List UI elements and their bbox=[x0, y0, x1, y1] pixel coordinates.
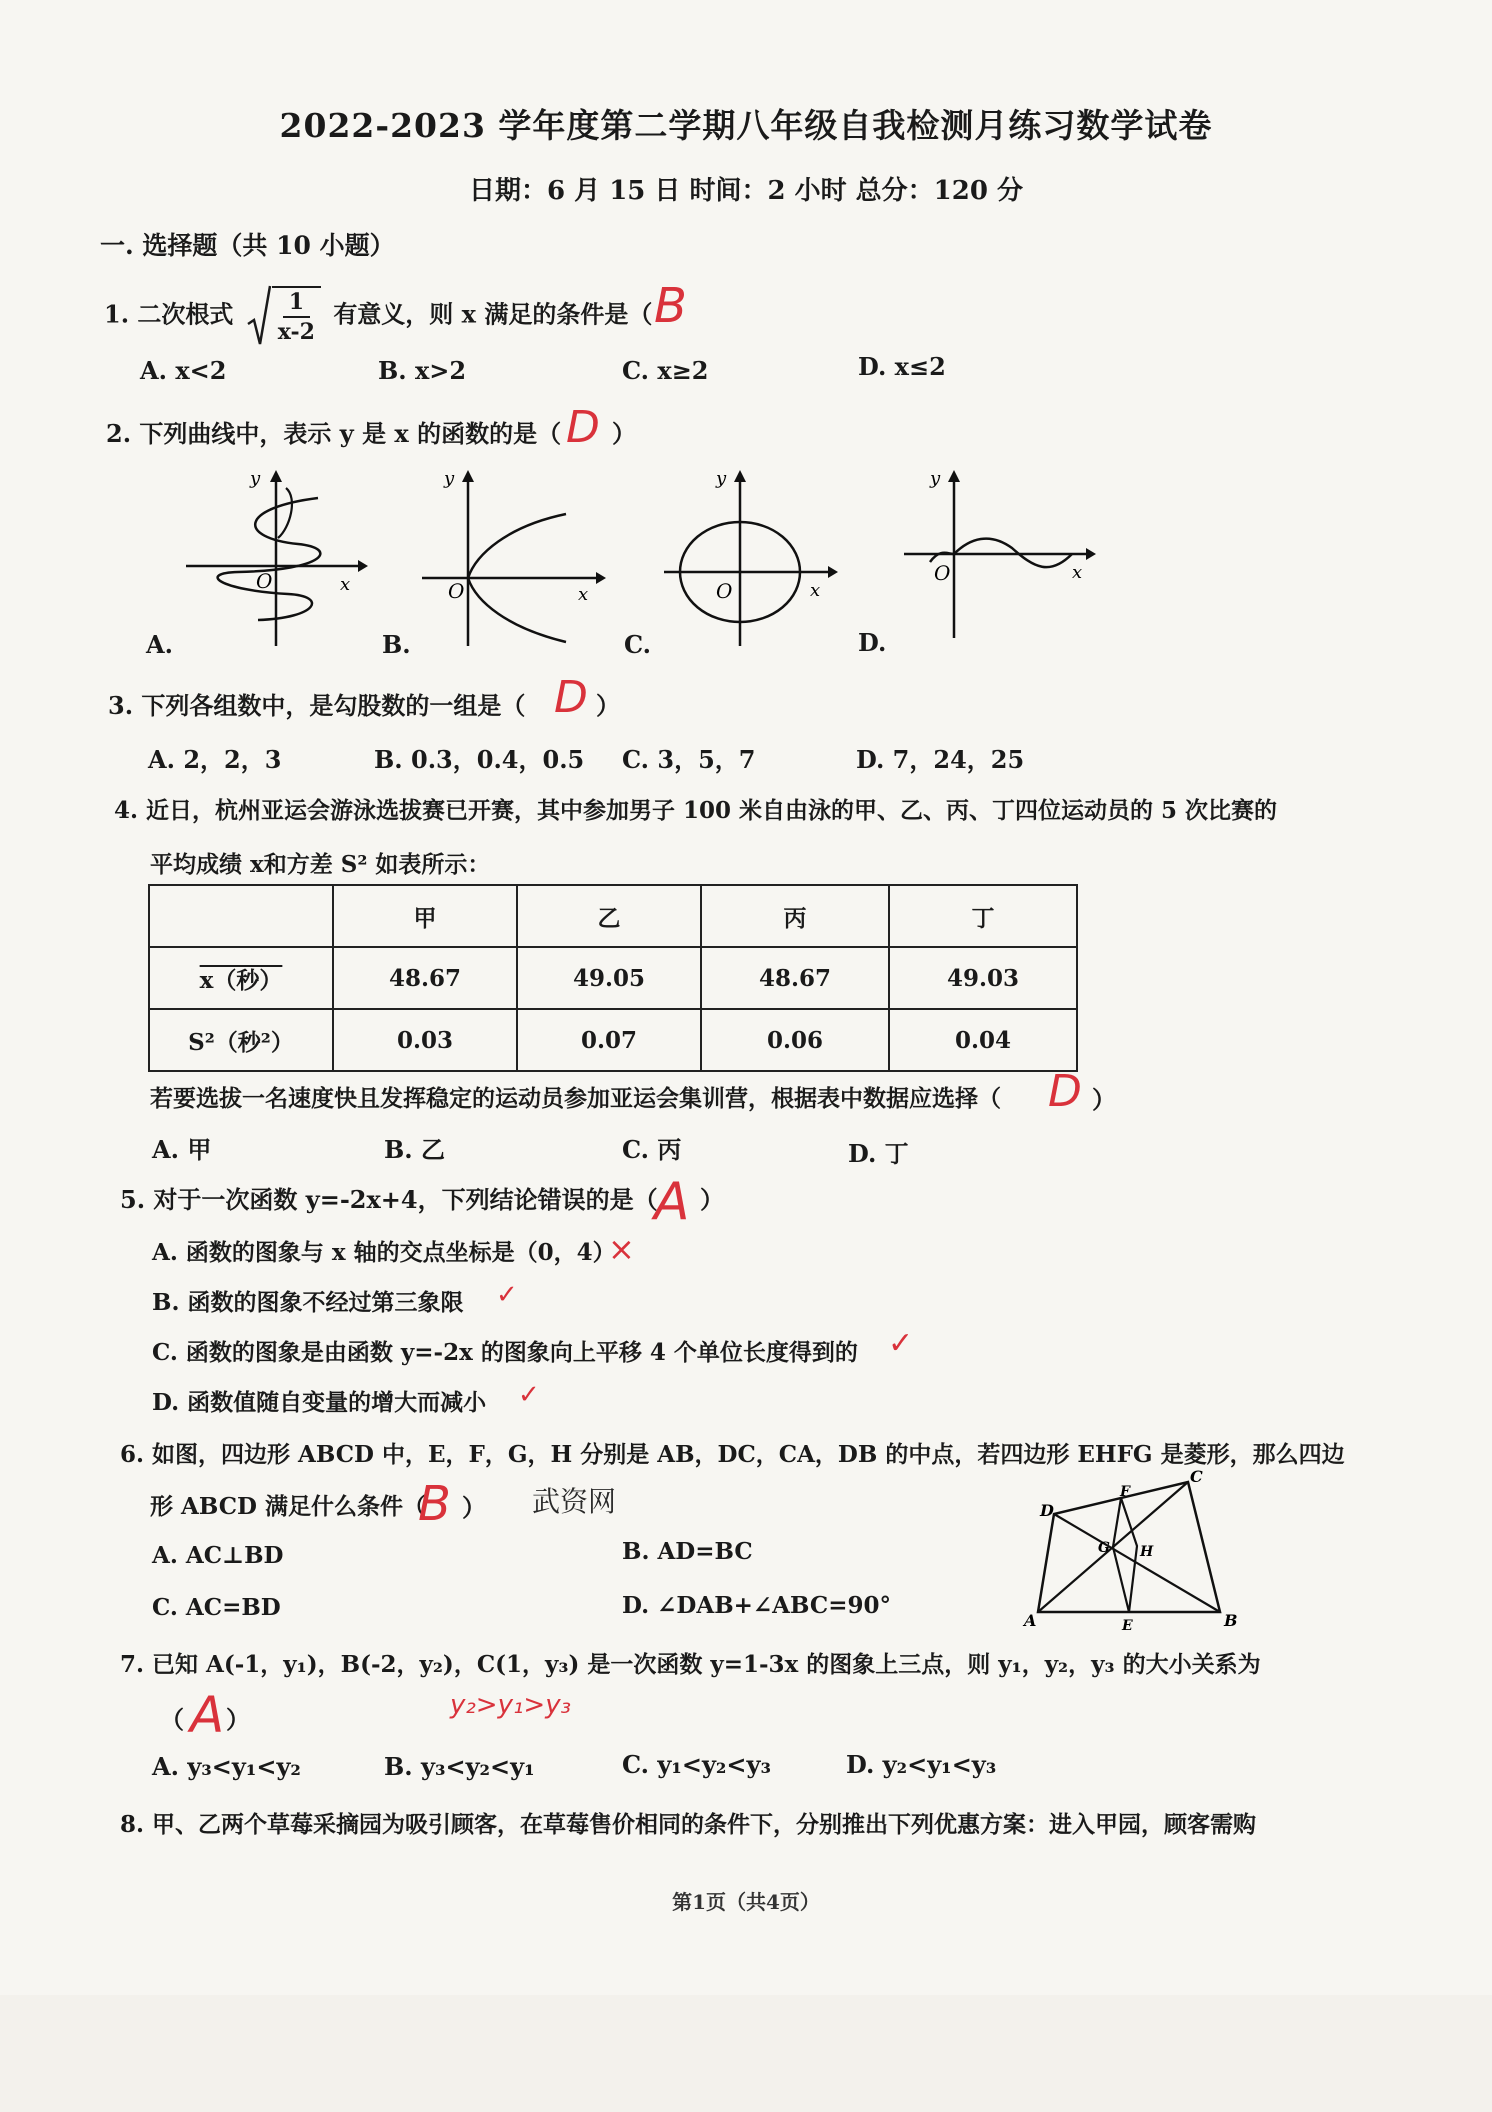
label-a: A bbox=[1024, 1611, 1037, 1630]
q2-handwritten-answer: D bbox=[566, 402, 600, 453]
label-g: G bbox=[1098, 1540, 1110, 1556]
q5-option-a: A. 函数的图象与 x 轴的交点坐标是（0，4） bbox=[152, 1239, 616, 1266]
q7-option-c: C. y₁<y₂<y₃ bbox=[622, 1750, 771, 1779]
table-cell: 49.05 bbox=[517, 947, 701, 1009]
question-4-line2: 平均成绩 x和方差 S² 如表所示： bbox=[150, 851, 491, 878]
table-header-cell: 乙 bbox=[517, 885, 701, 947]
graph-c bbox=[660, 468, 850, 648]
q3-option-b: B. 0.3，0.4，0.5 bbox=[374, 745, 585, 774]
q2-option-b: B. bbox=[382, 630, 411, 659]
label-e: E bbox=[1122, 1618, 1133, 1630]
q6-option-a: A. AC⊥BD bbox=[152, 1542, 284, 1569]
q5-option-b: B. 函数的图象不经过第三象限 bbox=[152, 1289, 464, 1316]
q7-handwritten-note: y₂>y₁>y₃ bbox=[450, 1690, 571, 1720]
score-table bbox=[148, 884, 1078, 1072]
q7-option-b: B. y₃<y₂<y₁ bbox=[384, 1752, 535, 1781]
graph-c-x-label: x bbox=[810, 580, 821, 601]
question-4-line1: 4. 近日，杭州亚运会游泳选拔赛已开赛，其中参加男子 100 米自由泳的甲、乙、丙、丁四位运动员的 5 次比赛的 bbox=[114, 797, 1278, 824]
q1-prefix: 1. 二次根式 bbox=[104, 299, 234, 329]
graph-a-x-label: x bbox=[340, 574, 351, 595]
radical-sign bbox=[246, 284, 272, 348]
q1-stem: 有意义，则 x 满足的条件是（ bbox=[333, 299, 653, 329]
graph-d-y-label: y bbox=[930, 468, 941, 489]
table-cell: 48.67 bbox=[701, 947, 889, 1009]
question-6-line2: 形 ABCD 满足什么条件（ bbox=[150, 1493, 426, 1520]
radicand-fraction bbox=[272, 286, 321, 346]
table-cell: 0.04 bbox=[889, 1009, 1077, 1071]
graph-c-y-label: y bbox=[716, 468, 727, 489]
q3-handwritten-answer: D bbox=[554, 672, 588, 723]
question-1 bbox=[104, 284, 652, 348]
q4-option-a: A. 甲 bbox=[152, 1135, 212, 1164]
q3-option-d: D. 7，24，25 bbox=[856, 745, 1025, 774]
question-2: 2. 下列曲线中，表示 y 是 x 的函数的是（ bbox=[106, 419, 562, 448]
page-title: 2022-2023 学年度第二学期八年级自我检测月练习数学试卷 bbox=[279, 106, 1213, 145]
q6-close: ） bbox=[462, 1493, 486, 1522]
graph-a-origin: O bbox=[256, 569, 273, 593]
q1-option-b: B. x>2 bbox=[378, 356, 467, 385]
table-header-cell: 丁 bbox=[889, 885, 1077, 947]
q3-close: ） bbox=[596, 691, 620, 720]
watermark: 武资网 bbox=[532, 1485, 617, 1518]
table-header-cell: 甲 bbox=[333, 885, 517, 947]
table-header-row bbox=[149, 885, 1077, 947]
graph-c-origin: O bbox=[716, 579, 733, 603]
graph-b bbox=[418, 468, 608, 648]
q1-option-d: D. x≤2 bbox=[858, 352, 946, 381]
question-6-line1: 6. 如图，四边形 ABCD 中，E，F，G，H 分别是 AB，DC，CA，DB 的中点，若四边形 EHFG 是菱形，那么四边 bbox=[120, 1441, 1345, 1468]
exam-info: 日期：6 月 15 日 时间：2 小时 总分：120 分 bbox=[469, 176, 1023, 206]
fraction-denominator: x-2 bbox=[277, 319, 315, 345]
graph-b-x-label: x bbox=[578, 584, 589, 605]
q4-option-d: D. 丁 bbox=[848, 1139, 909, 1168]
table-cell: 0.06 bbox=[701, 1009, 889, 1071]
table-cell: 48.67 bbox=[333, 947, 517, 1009]
wrong-mark: × bbox=[608, 1230, 635, 1268]
check-mark: ✓ bbox=[518, 1380, 540, 1410]
graph-a-y-label: y bbox=[250, 468, 261, 489]
q5-handwritten-answer: A bbox=[654, 1172, 690, 1232]
graph-d-x-label: x bbox=[1072, 562, 1083, 583]
table-header-cell bbox=[149, 885, 333, 947]
q5-close: ） bbox=[700, 1185, 724, 1214]
q6-option-c: C. AC=BD bbox=[152, 1594, 281, 1621]
question-3: 3. 下列各组数中，是勾股数的一组是（ bbox=[108, 691, 526, 720]
q6-option-b: B. AD=BC bbox=[622, 1538, 753, 1565]
q4-option-b: B. 乙 bbox=[384, 1135, 445, 1164]
question-7: 7. 已知 A(-1，y₁)，B(-2，y₂)，C(1，y₃) 是一次函数 y=1-3x 的图象上三点，则 y₁，y₂，y₃ 的大小关系为 bbox=[120, 1651, 1261, 1678]
graph-b-origin: O bbox=[448, 579, 465, 603]
label-h: H bbox=[1140, 1544, 1154, 1560]
graph-a bbox=[178, 468, 368, 648]
page-footer: 第1页（共4页） bbox=[672, 1890, 820, 1914]
graph-d bbox=[900, 468, 1100, 648]
q7-option-d: D. y₂<y₁<y₃ bbox=[846, 1750, 997, 1779]
table-cell: 49.03 bbox=[889, 947, 1077, 1009]
label-b: B bbox=[1224, 1611, 1238, 1630]
quadrilateral-figure bbox=[1020, 1470, 1240, 1630]
section-heading: 一. 选择题（共 10 小题） bbox=[100, 231, 395, 260]
label-d: D bbox=[1040, 1501, 1054, 1520]
graph-d-origin: O bbox=[934, 561, 951, 585]
q7-close: ） bbox=[226, 1705, 250, 1734]
q3-option-c: C. 3，5，7 bbox=[622, 745, 756, 774]
table-cell: 0.03 bbox=[333, 1009, 517, 1071]
question-4-prompt: 若要选拔一名速度快且发挥稳定的运动员参加亚运会集训营，根据表中数据应选择（ bbox=[150, 1085, 1001, 1112]
q4-close: ） bbox=[1092, 1085, 1116, 1114]
table-row bbox=[149, 947, 1077, 1009]
q2-option-d: D. bbox=[858, 628, 887, 657]
q1-handwritten-answer: B bbox=[654, 278, 687, 334]
q1-option-a: A. x<2 bbox=[140, 356, 227, 385]
q2-close: ） bbox=[612, 419, 636, 448]
q1-option-c: C. x≥2 bbox=[622, 356, 709, 385]
label-c: C bbox=[1190, 1470, 1203, 1486]
check-mark: ✓ bbox=[888, 1326, 914, 1361]
q2-option-a: A. bbox=[146, 630, 173, 659]
q4-option-c: C. 丙 bbox=[622, 1135, 682, 1164]
table-cell: S²（秒²） bbox=[149, 1009, 333, 1071]
table-row bbox=[149, 1009, 1077, 1071]
check-mark: ✓ bbox=[496, 1280, 518, 1310]
graph-b-y-label: y bbox=[444, 468, 455, 489]
question-8: 8. 甲、乙两个草莓采摘园为吸引顾客，在草莓售价相同的条件下，分别推出下列优惠方案：进入甲园，顾客需购 bbox=[120, 1811, 1257, 1838]
q6-handwritten-answer: B bbox=[418, 1476, 451, 1532]
q7-option-a: A. y₃<y₁<y₂ bbox=[152, 1752, 301, 1781]
q4-handwritten-answer: D bbox=[1048, 1066, 1082, 1117]
table-cell: 0.07 bbox=[517, 1009, 701, 1071]
table-header-cell: 丙 bbox=[701, 885, 889, 947]
q6-option-d: D. ∠DAB+∠ABC=90° bbox=[622, 1592, 891, 1619]
table-cell: x（秒） bbox=[149, 947, 333, 1009]
label-f: F bbox=[1120, 1484, 1130, 1500]
q3-option-a: A. 2，2，3 bbox=[148, 745, 282, 774]
fraction-numerator: 1 bbox=[283, 288, 310, 318]
q7-open: （ bbox=[160, 1705, 184, 1734]
question-5: 5. 对于一次函数 y=-2x+4，下列结论错误的是（ bbox=[120, 1185, 658, 1214]
q5-option-d: D. 函数值随自变量的增大而减小 bbox=[152, 1389, 487, 1416]
q2-option-c: C. bbox=[624, 630, 652, 659]
q5-option-c: C. 函数的图象是由函数 y=-2x 的图象向上平移 4 个单位长度得到的 bbox=[152, 1339, 858, 1366]
radical-expression bbox=[246, 284, 321, 348]
q7-handwritten-answer: A bbox=[190, 1686, 225, 1744]
